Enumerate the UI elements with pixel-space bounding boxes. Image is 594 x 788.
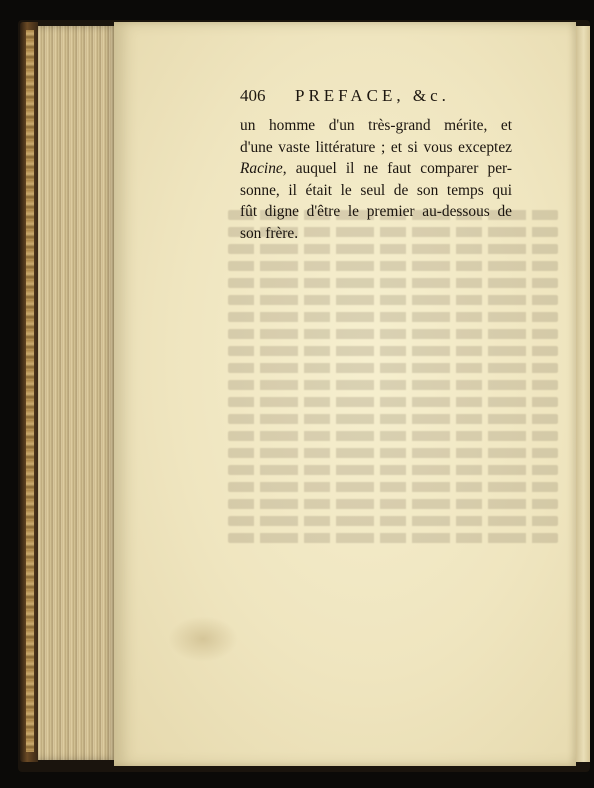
text-line-rest: , auquel il ne faut comparer per- [282,160,512,178]
paper-stain [168,616,238,662]
running-title: PREFACE, &c. [295,86,450,105]
body-text [240,115,512,245]
page-number: 406 [240,86,266,105]
gilt-spine-edge [26,30,34,752]
text-line: son frère. [240,224,299,242]
text-line: un homme d'un très-grand mérite, et [240,117,512,134]
page-header [240,86,510,110]
text-line-with-italic [240,158,512,180]
text-line: sonne, il était le seul de son temps qui [240,181,512,199]
text-line: d'une vaste littérature ; et si vous exceptez [240,138,512,156]
page-edges [38,26,118,760]
text-line: fût digne d'être le premier au-dessous de [240,203,512,221]
italic-name: Racine [240,160,283,178]
facing-page-edge [574,26,590,762]
show-through-bleed [228,210,558,590]
